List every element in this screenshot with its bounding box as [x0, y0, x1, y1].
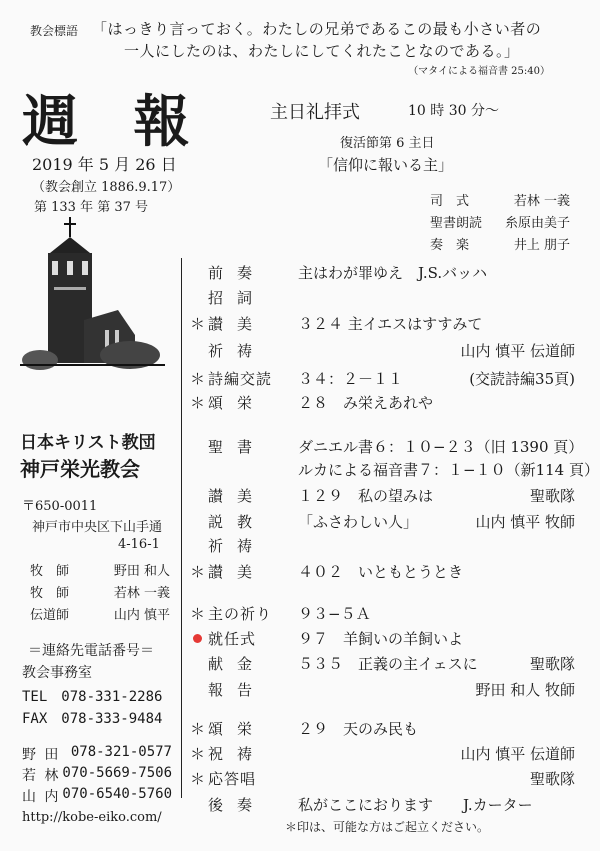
column-divider [181, 258, 182, 798]
program-officiant: 山内 慎平 牧師 [475, 513, 575, 531]
staff-phone-row [22, 744, 172, 765]
program-row [190, 287, 575, 309]
program-row [190, 679, 575, 701]
service-name: 主日礼拝式 [270, 102, 360, 123]
program-star: ＊ [190, 563, 206, 581]
role-row [430, 234, 570, 256]
program-star: ＊ [190, 770, 206, 788]
phone-number: TEL 078-331-2286 [22, 689, 163, 705]
staff-name: 野田 和人 [113, 564, 170, 579]
program-label: 報告 [208, 681, 267, 699]
program-label: 献金 [208, 655, 267, 673]
staff-phone-row [22, 765, 172, 786]
program-label: 頌栄 [208, 394, 267, 412]
program-content: ５３５ 正義の主イェスに [298, 655, 478, 673]
staff-row [30, 582, 170, 604]
program-row [190, 511, 575, 533]
staff-list [30, 560, 170, 626]
program-row [190, 794, 575, 816]
program-row [190, 535, 575, 557]
program-label: 主の祈り [208, 605, 273, 623]
program-label: 就任式 [208, 630, 257, 648]
program-content: ２８ み栄えあれや [298, 394, 434, 412]
program-content: 主はわが罪ゆえ J.S.バッハ [298, 264, 488, 282]
staff-phone-number: 070-6540-5760 [62, 786, 172, 802]
program-row [190, 628, 575, 650]
program-officiant: 聖歌隊 [529, 770, 575, 788]
website-link[interactable]: http://kobe-eiko.com/ [22, 810, 162, 825]
motto-source: （マタイによる福音書 25:40） [408, 66, 550, 77]
role-name: 糸原由美子 [504, 216, 570, 231]
office-label: 教会事務室 [22, 665, 92, 681]
program-row [190, 340, 575, 362]
program-row [190, 603, 575, 625]
bulletin-date: 2019 年 5 月 26 日 [32, 155, 177, 174]
program-label: 招詞 [208, 289, 267, 307]
program-officiant: 野田 和人 牧師 [475, 681, 575, 699]
role-name: 若林 一義 [513, 194, 570, 209]
program-officiant: 山内 慎平 伝道師 [460, 342, 575, 360]
program-label: 聖書 [208, 438, 267, 456]
role-name: 井上 朋子 [513, 238, 570, 253]
program-label: 讃美 [208, 315, 267, 333]
program-star: ＊ [190, 720, 206, 738]
program-label: 讃美 [208, 563, 267, 581]
program-content: ３２４ 主イエスはすすみて [298, 315, 483, 333]
address-line-2: 4-16-1 [118, 537, 160, 552]
program-label: 詩編交読 [208, 370, 273, 388]
program-officiant: 山内 慎平 伝道師 [460, 745, 575, 763]
staff-name: 若林 一義 [113, 586, 170, 601]
church-illustration [20, 215, 165, 375]
program-content: ３４：２－１１ [298, 370, 404, 388]
program-star: ＊ [190, 370, 206, 388]
role-row [430, 190, 570, 212]
program-label: 祝祷 [208, 745, 267, 763]
staff-phone-row [22, 786, 172, 807]
staff-name: 山内 慎平 [113, 608, 170, 623]
program-row [190, 313, 575, 335]
program-row [190, 436, 584, 458]
staff-phone-name: 若 林 [22, 768, 59, 784]
staff-role: 牧 師 [30, 564, 70, 579]
postal-code: 〒650-0011 [22, 499, 98, 514]
program-officiant: (交読詩編35頁) [469, 370, 575, 388]
staff-row [30, 604, 170, 626]
program-content: ルカによる福音書７：１−１０（新114 頁） [298, 461, 599, 479]
program-row [190, 768, 575, 790]
issue-number: 第 133 年 第 37 号 [34, 200, 149, 215]
contact-header: ＝連絡先電話番号＝ [28, 643, 154, 659]
program-label: 祈祷 [208, 342, 267, 360]
role-label: 司 式 [430, 194, 470, 209]
motto-line-1: 「はっきり言っておく。わたしの兄弟であるこの最も小さい者の [92, 20, 542, 38]
liturgical-sunday: 復活節第 6 主日 [340, 136, 435, 151]
highlight-dot [193, 634, 202, 643]
address-line-1: 神戸市中央区下山手通 [32, 520, 163, 535]
program-row [190, 653, 575, 675]
program-label: 讃美 [208, 487, 267, 505]
service-time: 10 時 30 分～ [408, 103, 499, 119]
program-label: 説教 [208, 513, 267, 531]
program-label: 祈祷 [208, 537, 267, 555]
founded-date: （教会創立 1886.9.17） [32, 180, 181, 195]
staff-phone-name: 山 内 [22, 789, 59, 805]
sermon-theme: 「信仰に報いる主」 [318, 156, 454, 174]
program-officiant: 聖歌隊 [529, 655, 575, 673]
program-label: 応答唱 [208, 770, 257, 788]
staff-phone-number: 078-321-0577 [70, 744, 172, 760]
program-content: ９７ 羊飼いの羊飼いよ [298, 630, 464, 648]
program-officiant: 聖歌隊 [529, 487, 575, 505]
program-row [190, 485, 575, 507]
role-label: 聖書朗読 [430, 216, 483, 231]
program-content: １２９ 私の望みは [298, 487, 434, 505]
staff-phone-name: 野 田 [22, 747, 59, 763]
program-row [190, 459, 599, 481]
motto-line-2: 一人にしたのは、わたしにしてくれたことなのである。」 [124, 42, 520, 60]
program-row [190, 718, 575, 740]
program-row [190, 743, 575, 765]
program-content: ２９ 天のみ民も [298, 720, 419, 738]
program-star: ＊ [190, 315, 206, 333]
program-row [190, 561, 575, 583]
church-name: 神戸栄光教会 [20, 457, 140, 481]
staff-row [30, 560, 170, 582]
program-row [190, 262, 575, 284]
denomination: 日本キリスト教団 [20, 433, 156, 453]
role-row [430, 212, 570, 234]
program-row [190, 392, 575, 414]
staff-phone-number: 070-5669-7506 [62, 765, 172, 781]
fax-number: FAX 078-333-9484 [22, 711, 163, 727]
staff-role: 牧 師 [30, 586, 70, 601]
program-content: 「ふさわしい人」 [298, 513, 419, 531]
page-title: 週 報 [22, 89, 208, 155]
program-label: 頌栄 [208, 720, 267, 738]
program-content: ４０２ いともとうとき [298, 563, 464, 581]
roles-list [430, 190, 570, 256]
motto-label: 教会標語 [30, 24, 79, 38]
program-content: ダニエル書６：１０−２３（旧 1390 頁） [298, 438, 584, 456]
program-star: ＊ [190, 605, 206, 623]
program-content: 私がここにおります J.カーター [298, 796, 533, 814]
program-star: ＊ [190, 394, 206, 412]
staff-phone-list [22, 744, 172, 807]
program-content: ９３−５Ａ [298, 605, 371, 623]
role-label: 奏 楽 [430, 238, 470, 253]
staff-role: 伝道師 [30, 608, 70, 623]
program-star: ＊ [190, 745, 206, 763]
program-label: 前奏 [208, 264, 267, 282]
program-label: 後奏 [208, 796, 267, 814]
standing-footnote: ＊印は、可能な方はご起立ください。 [285, 820, 490, 834]
program-row [190, 368, 575, 390]
